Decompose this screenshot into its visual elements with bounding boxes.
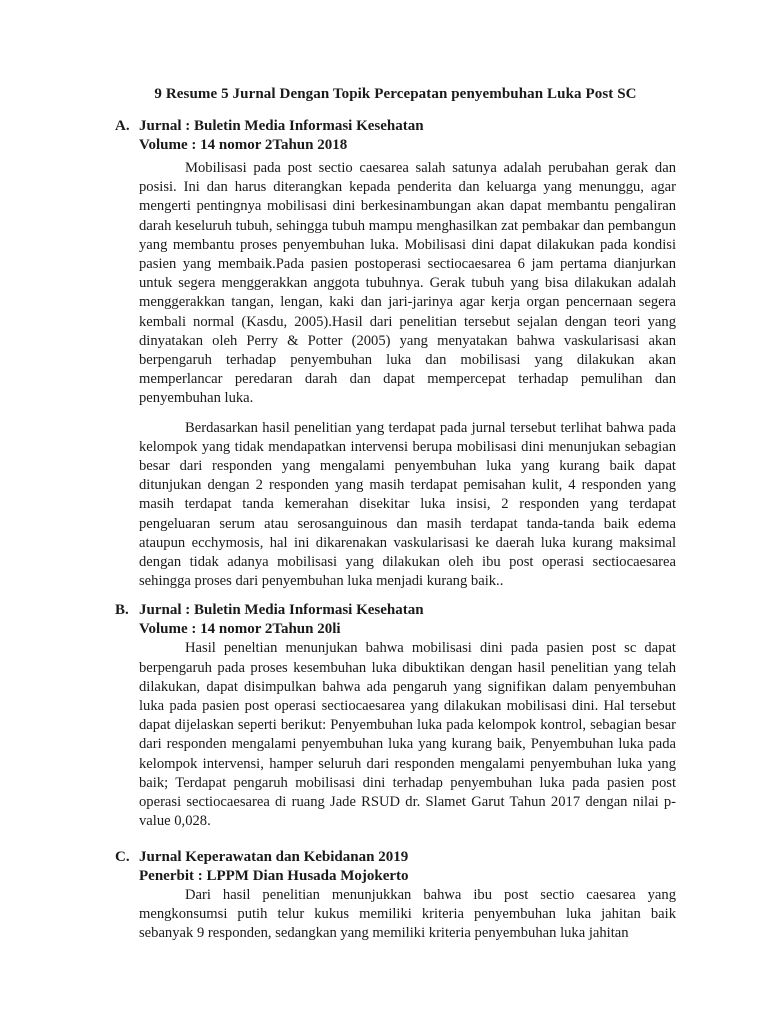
paragraph: Mobilisasi pada post sectio caesarea salah satunya adalah perubahan gerak dan posisi. Ini dan harus diterangkan kepada penderita dan keluarga yang menunggu, agar mengerti pentingnya mobilisasi dini berkesinambungan akan dapat membantu pengaliran darah keseluruh tubuh, sehingga tubuh mampu menghasilkan zat pembakar dan pembangun yang membantu proses penyembuhan luka. Mobilisasi dini dapat dilakukan pada kondisi pasien yang membaik.Pada pasien postoperasi sectiocaesarea 6 jam pertama dianjurkan untuk segera menggerakkan anggota tubuhnya. Gerak tubuh yang bisa dilakukan adalah menggerakkan tangan, lengan, kaki dan jari-jarinya agar kerja organ pencernaan segera kembali normal (Kasdu, 2005).Hasil dari penelitian tersebut sejalan dengan teori yang dinyatakan oleh Perry & Potter (2005) yang menyatakan bahwa vaskularisasi akan berpengaruh terhadap penyembuhan luka dan mobilisasi yang dilakukan akan memperlancar peredaran darah dan dapat mempercepat terhadap pemulihan dan penyembuhan luka. <box>139 160 676 407</box>
document-title: 9 Resume 5 Jurnal Dengan Topik Percepatan penyembuhan Luka Post SC <box>154 86 637 102</box>
section-heading <box>115 601 676 620</box>
section-subheading: Penerbit : LPPM Dian Husada Mojokerto <box>139 867 409 884</box>
section-heading <box>115 848 676 867</box>
section-subheading: Volume : 14 nomor 2Tahun 20li <box>139 621 341 638</box>
section-c <box>115 848 676 944</box>
section-heading-text: Jurnal Keperawatan dan Kebidanan 2019 <box>139 848 409 865</box>
section-heading-text: Jurnal : Buletin Media Informasi Kesehatan <box>139 118 424 134</box>
section-b <box>115 601 676 831</box>
section-subheading: Volume : 14 nomor 2Tahun 2018 <box>139 137 348 153</box>
paragraph: Hasil peneltian menunjukan bahwa mobilisasi dini pada pasien post sc dapat berpengaruh pada proses kesembuhan luka dibuktikan dengan hasil penelitian yang telah dilakukan, dapat disimpulkan bahwa ada pengaruh yang signifikan dalam penyembuhan luka pada pasien post operasi sectiocaesarea yang dilakukan mobilisasi dini. Hal tersebut dapat dijelaskan seperti berikut: Penyembuhan luka pada kelompok kontrol, sebagian besar dari responden mengalami penyembuhan luka yang kurang baik, Penyembuhan luka pada kelompok intervensi, hamper seluruh dari responden mengalami penyembuhan luka yang baik; Terdapat pengaruh mobilisasi dini terhadap penyembuhan luka pada pasien post operasi sectiocaesarea di ruang Jade RSUD dr. Slamet Garut Tahun 2017 dengan nilai p-value 0,028. <box>139 640 676 830</box>
section-a <box>115 117 676 591</box>
section-letter: B. <box>115 602 129 619</box>
section-letter: C. <box>115 848 130 865</box>
section-letter: A. <box>115 118 130 134</box>
paragraph: Dari hasil penelitian menunjukkan bahwa ibu post sectio caesarea yang mengkonsumsi putih telur kukus memiliki kriteria penyembuhan luka jahitan baik sebanyak 9 responden, sedangkan yang memiliki kriteria penyembuhan luka jahitan <box>139 886 676 941</box>
paragraph: Berdasarkan hasil penelitian yang terdapat pada jurnal tersebut terlihat bahwa pada kelompok yang tidak mendapatkan intervensi berupa mobilisasi dini menunjukan sebagian besar dari responden yang mengalami penyembuhan luka yang kurang baik dapat ditunjukan dengan 2 responden yang masih terdapat pemisahan kulit, 4 responden yang masih terdapat tanda kemerahan disekitar luka insisi, 2 responden yang terdapat pengeluaran serum atau serosanguinous dan masih terdapat tanda-tanda baik edema ataupun ecchymosis, hal ini dikarenakan vaskularisasi ke daerah luka kurang maksimal dengan tidak adanya mobilisasi yang dilakukan oleh ibu post operasi sectiocaesarea sehingga proses dari penyembuhan luka menjadi kurang baik.. <box>139 419 676 590</box>
section-heading-text: Jurnal : Buletin Media Informasi Kesehatan <box>139 602 424 619</box>
section-heading <box>115 117 676 136</box>
